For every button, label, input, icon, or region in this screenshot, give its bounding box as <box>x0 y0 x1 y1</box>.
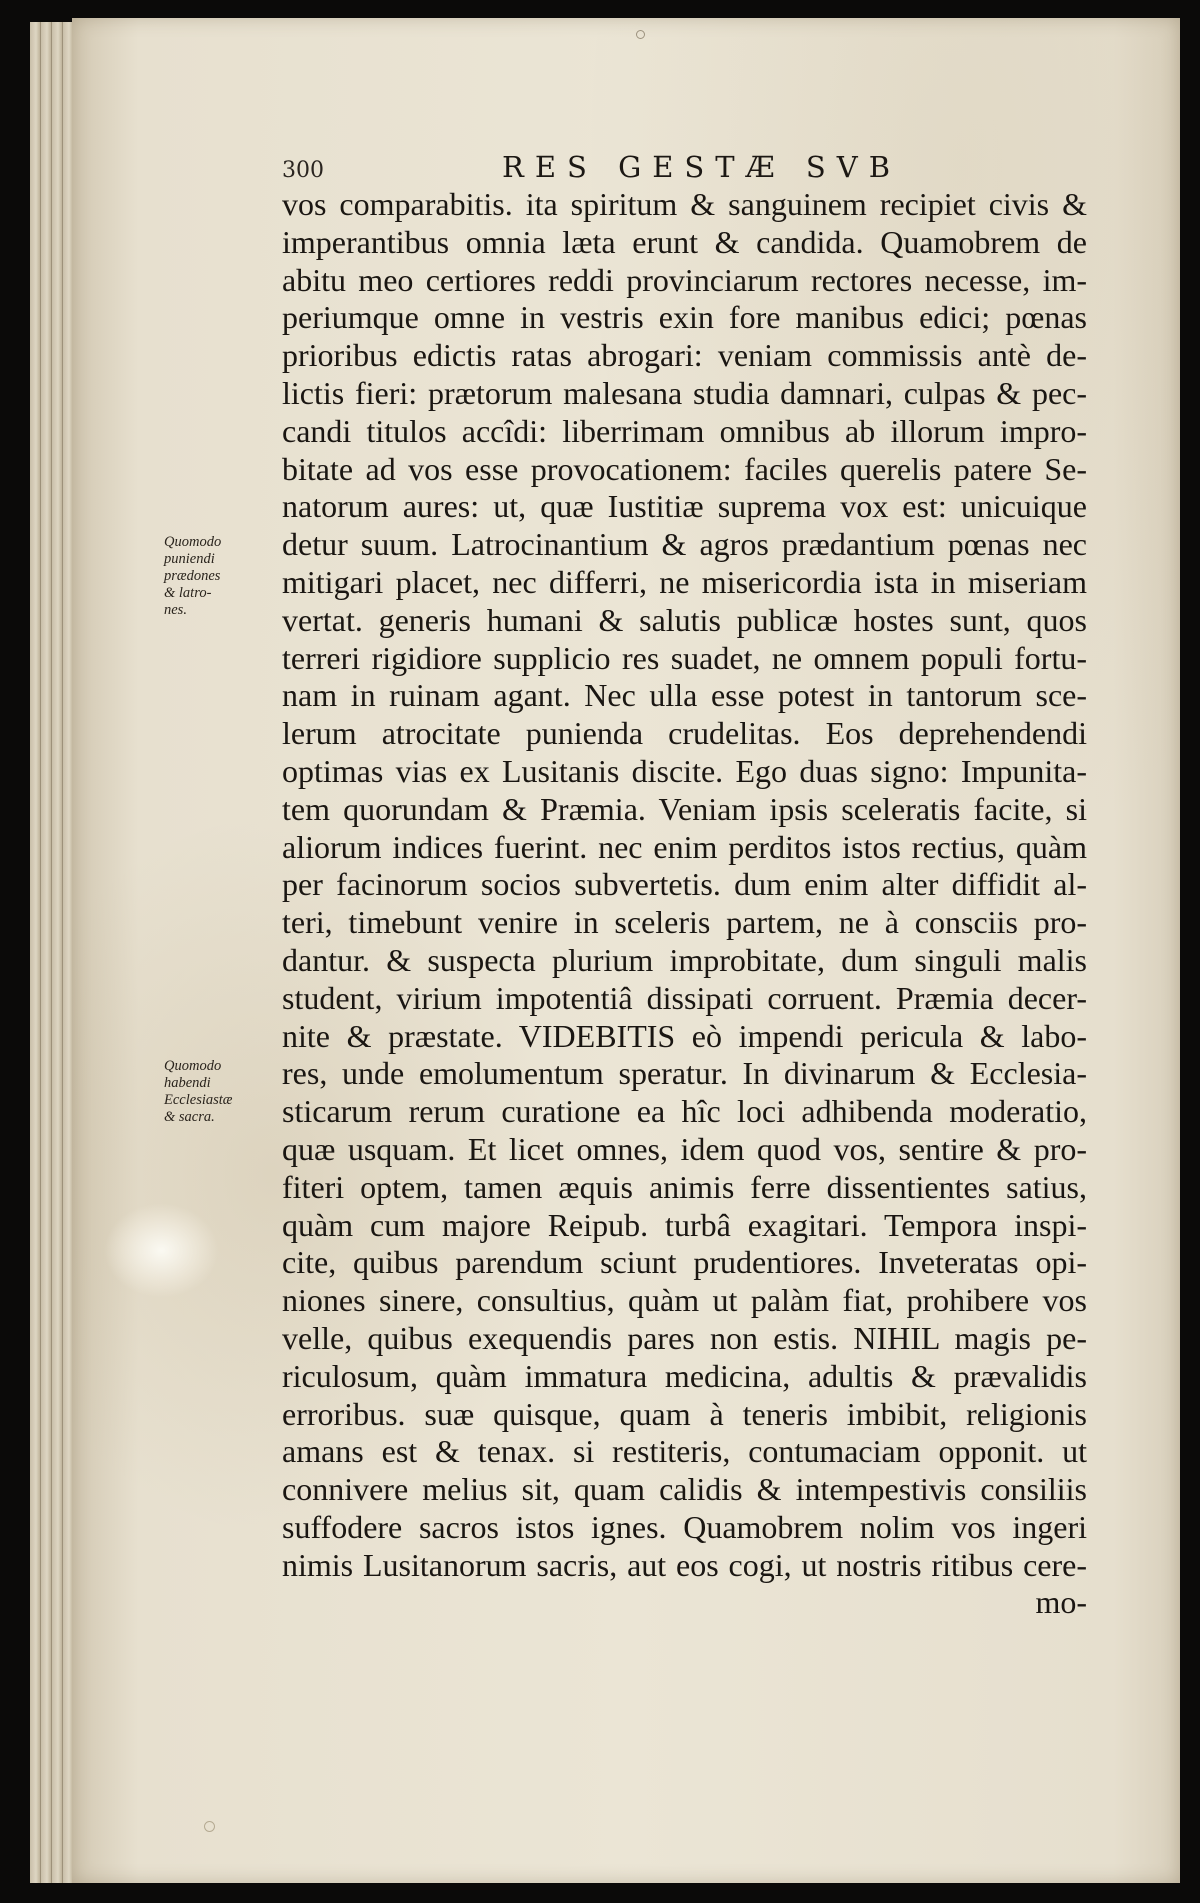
text-line: nimis Lusitanorum sacris, aut eos cogi, ut nostris ritibus cere- <box>282 1546 1087 1583</box>
text-line: fiteri optem, tamen æquis animis ferre dissentientes satius, <box>282 1168 1087 1205</box>
text-line: natorum aures: ut, quæ Iustitiæ suprema vox est: unicuique <box>282 488 1087 525</box>
text-line: mitigari placet, nec differri, ne misericordia ista in miseriam <box>282 563 1087 600</box>
page-number: 300 <box>282 158 324 183</box>
text-line: periumque omne in vestris exin fore manibus edici; pœnas <box>282 299 1087 336</box>
text-line: student, virium impotentiâ dissipati corruent. Præmia decer- <box>282 979 1087 1016</box>
margin-note-line: Quomodo <box>164 1058 222 1074</box>
text-line: res, unde emolumentum speratur. In divinarum & Ecclesia- <box>282 1055 1087 1092</box>
text-line: quàm cum majore Reipub. turbâ exagitari. Tempora inspi- <box>282 1206 1087 1243</box>
text-line: aliorum indices fuerint. nec enim perditos istos rectius, quàm <box>282 828 1087 865</box>
text-line: lictis fieri: prætorum malesana studia damnari, culpas & pec- <box>282 374 1087 411</box>
text-line: lerum atrocitate punienda crudelitas. Eos deprehendendi <box>282 715 1087 752</box>
text-line: niones sinere, consultius, quàm ut palàm fiat, prohibere vos <box>282 1282 1087 1319</box>
text-line: nite & præstate. VIDEBITIS eò impendi pericula & labo- <box>282 1017 1087 1054</box>
text-line: tem quorundam & Præmia. Veniam ipsis sceleratis facite, si <box>282 790 1087 827</box>
text-line: connivere melius sit, quam calidis & intempestivis consiliis <box>282 1471 1087 1508</box>
text-line: sticarum rerum curatione ea hîc loci adhibenda moderatio, <box>282 1093 1087 1130</box>
running-head: RES GESTÆ SVB <box>502 150 902 184</box>
text-line: prioribus edictis ratas abrogari: veniam commissis antè de- <box>282 337 1087 374</box>
page-edge <box>30 22 41 1883</box>
text-line: cite, quibus parendum sciunt prudentiores. Inveteratas opi- <box>282 1244 1087 1281</box>
paper-stain <box>104 1203 219 1298</box>
text-line: riculosum, quàm immatura medicina, adultis & prævalidis <box>282 1357 1087 1394</box>
book-page <box>72 18 1180 1883</box>
catchword: mo- <box>1035 1584 1087 1621</box>
text-line: nam in ruinam agant. Nec ulla esse potest in tantorum sce- <box>282 677 1087 714</box>
text-line: vos comparabitis. ita spiritum & sanguinem recipiet civis & <box>282 186 1087 222</box>
paper-blemish <box>636 30 645 39</box>
margin-note-line: prædones <box>164 568 221 584</box>
text-line: abitu meo certiores reddi provinciarum rectores necesse, im- <box>282 261 1087 298</box>
margin-note-ecclesiastics <box>164 1058 284 1126</box>
body-text <box>282 186 1087 1622</box>
text-line: erroribus. suæ quisque, quam à teneris imbibit, religionis <box>282 1395 1087 1432</box>
text-line: velle, quibus exequendis pares non estis. NIHIL magis pe- <box>282 1319 1087 1356</box>
text-line: bitate ad vos esse provocationem: faciles querelis patere Se- <box>282 450 1087 487</box>
page-edge <box>41 22 52 1883</box>
text-line: optimas vias ex Lusitanis discite. Ego duas signo: Impunita- <box>282 752 1087 789</box>
text-line: terreri rigidiore supplicio res suadet, ne omnem populi fortu- <box>282 639 1087 676</box>
margin-note-line: & sacra. <box>164 1109 215 1125</box>
text-line: detur suum. Latrocinantium & agros prædantium pœnas nec <box>282 526 1087 563</box>
margin-note-line: nes. <box>164 602 187 618</box>
margin-note-line: Quomodo <box>164 534 222 550</box>
text-line: imperantibus omnia læta erunt & candida. Quamobrem de <box>282 223 1087 260</box>
page-edge <box>52 22 63 1883</box>
margin-note-robbers <box>164 534 284 619</box>
text-line: vertat. generis humani & salutis publicæ hostes sunt, quos <box>282 601 1087 638</box>
text-line: dantur. & suspecta plurium improbitate, dum singuli malis <box>282 941 1087 978</box>
text-line: quæ usquam. Et licet omnes, idem quod vos, sentire & pro- <box>282 1130 1087 1167</box>
text-line: suffodere sacros istos ignes. Quamobrem nolim vos ingeri <box>282 1508 1087 1545</box>
margin-note-line: habendi <box>164 1075 211 1091</box>
text-line: teri, timebunt venire in sceleris partem, ne à consciis pro- <box>282 904 1087 941</box>
text-line: per facinorum socios subvertetis. dum enim alter diffidit al- <box>282 866 1087 903</box>
text-line: amans est & tenax. si restiteris, contumaciam opponit. ut <box>282 1433 1087 1470</box>
margin-note-line: Ecclesiastæ <box>164 1092 233 1108</box>
margin-note-line: & latro- <box>164 585 212 601</box>
margin-note-line: puniendi <box>164 551 215 567</box>
text-line: candi titulos accîdi: liberrimam omnibus ab illorum impro- <box>282 412 1087 449</box>
paper-hole <box>204 1821 215 1832</box>
page-header <box>282 150 1082 190</box>
